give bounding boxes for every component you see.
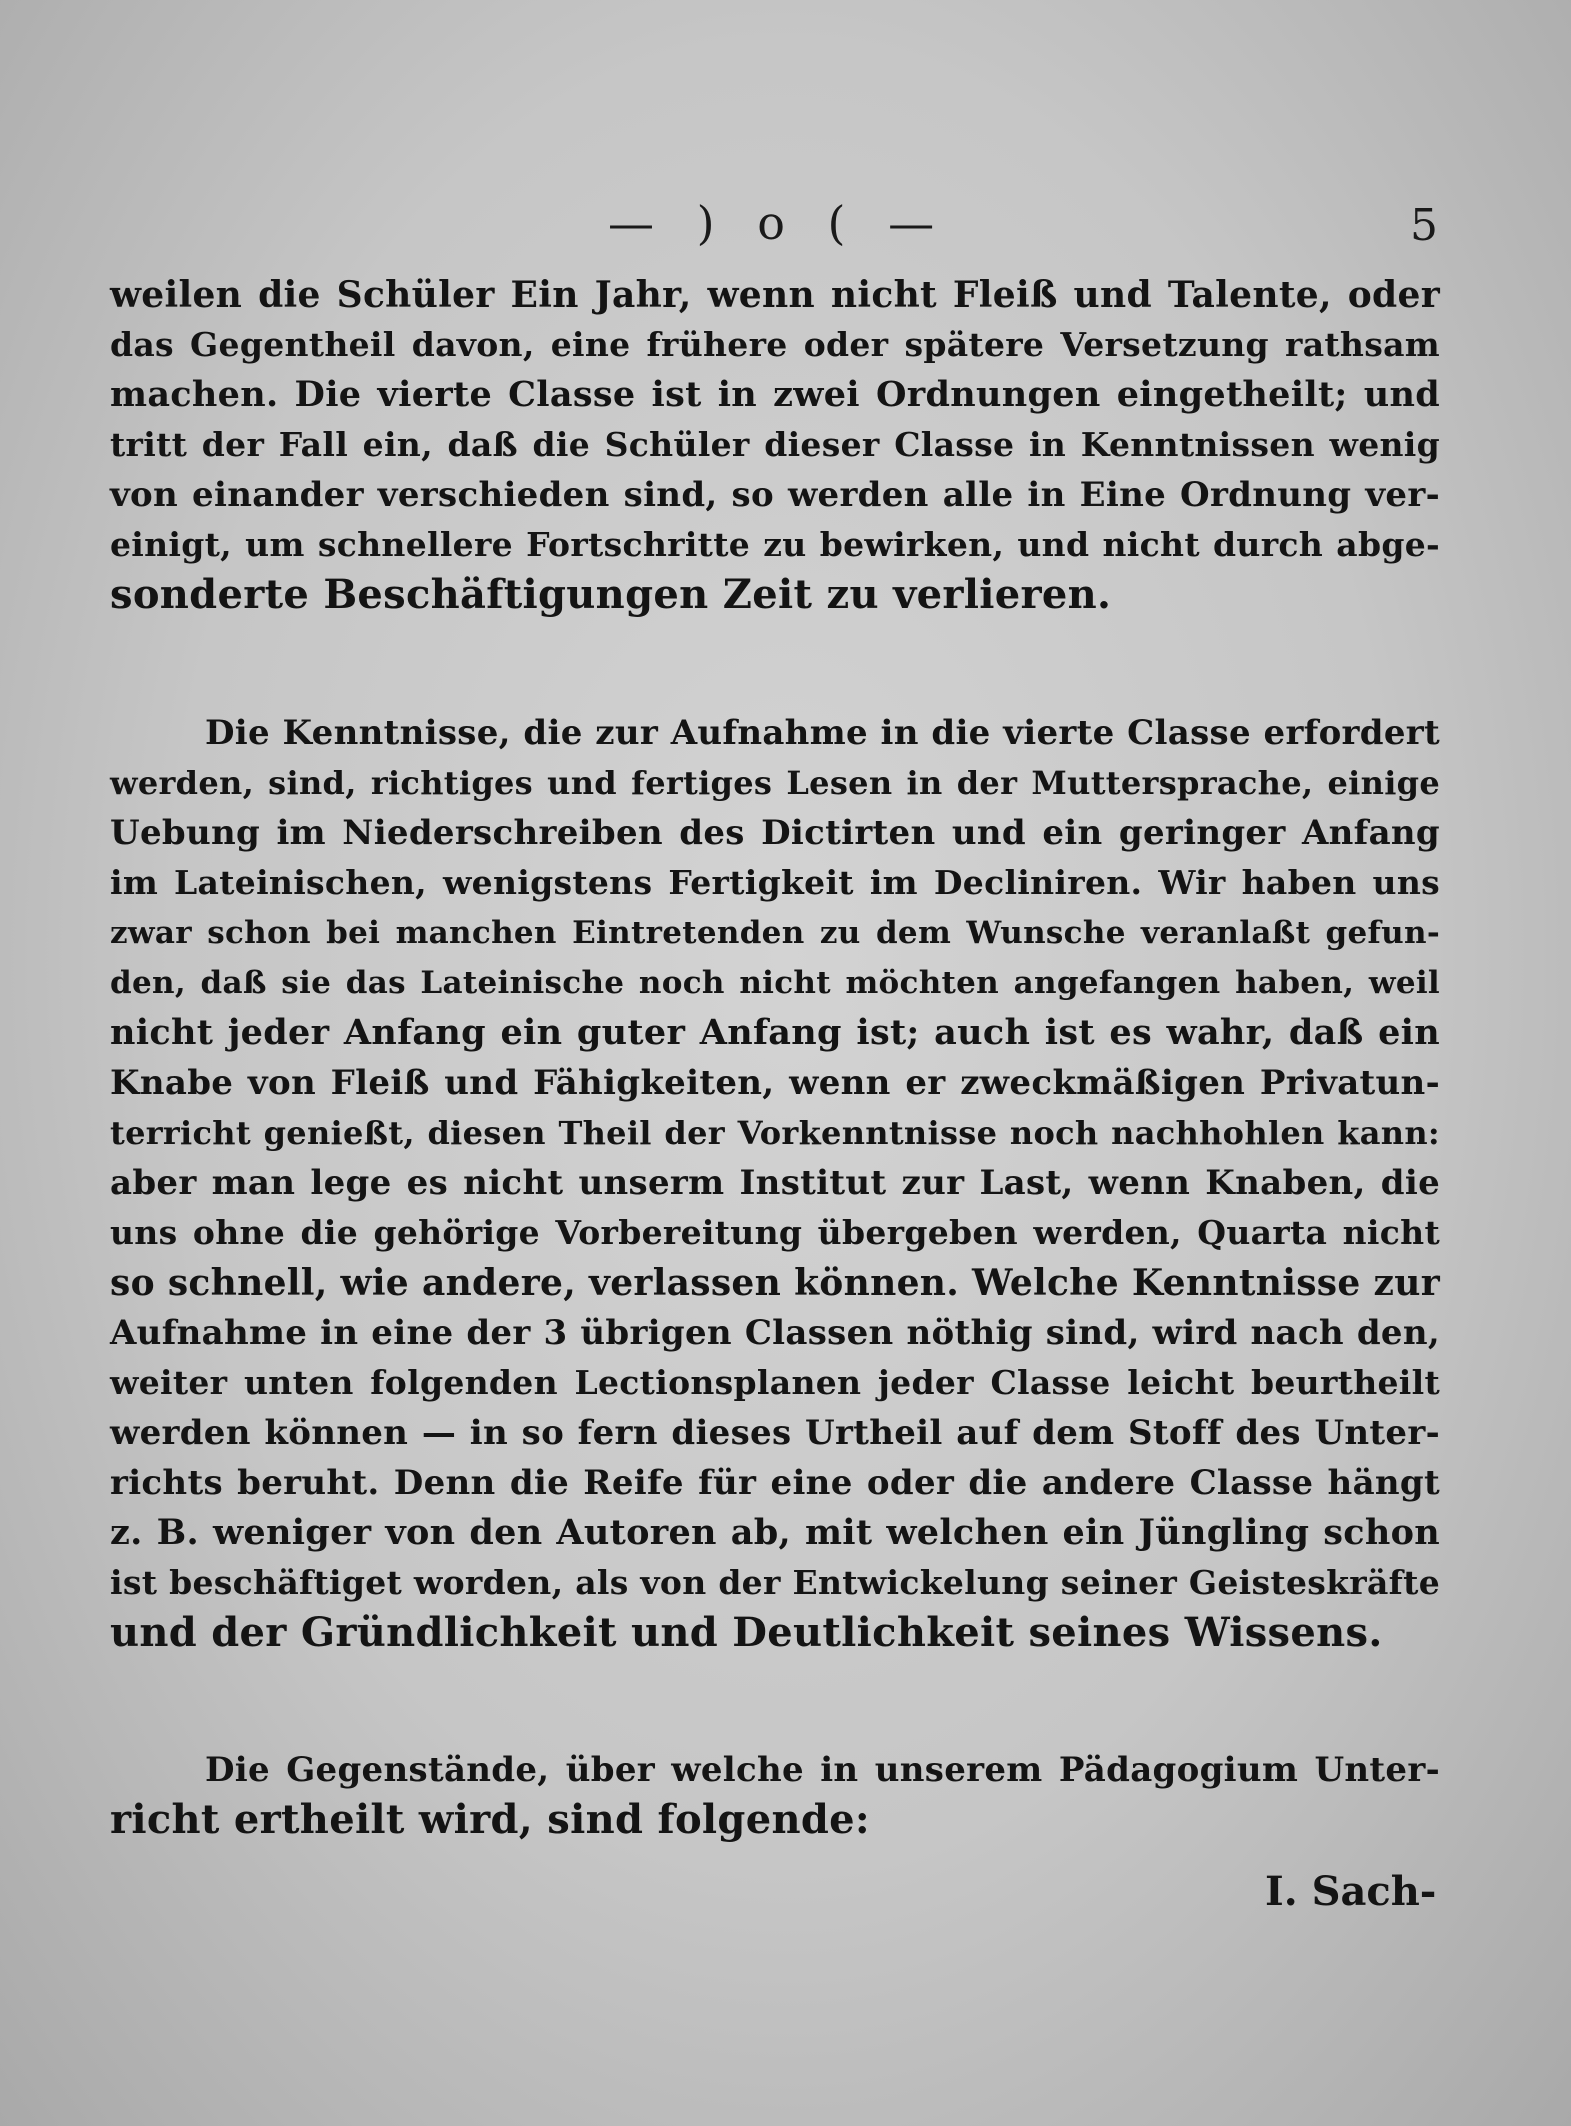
text-line: von einander verschieden sind, so werden alle in Eine Ordnung ver- bbox=[110, 475, 1440, 515]
text-line: tritt der Fall ein, daß die Schüler dieser Classe in Kenntnissen wenig bbox=[110, 425, 1440, 464]
text-line: uns ohne die gehörige Vorbereitung übergeben werden, Quarta nicht bbox=[110, 1213, 1440, 1252]
text-line: terricht genießt, diesen Theil der Vorkenntnisse noch nachhohlen kann: bbox=[110, 1114, 1440, 1152]
text-line: Aufnahme in eine der 3 übrigen Classen nöthig sind, wird nach den, bbox=[110, 1313, 1440, 1353]
page-header bbox=[0, 196, 1571, 256]
running-head-ornament: — ) o ( — bbox=[608, 196, 949, 250]
text-line: und der Gründlichkeit und Deutlichkeit seines Wissens. bbox=[110, 1609, 1383, 1656]
text-line: richt ertheilt wird, sind folgende: bbox=[110, 1796, 870, 1843]
text-line: das Gegentheil davon, eine frühere oder spätere Versetzung rathsam bbox=[110, 325, 1440, 364]
text-line: ist beschäftiget worden, als von der Entwickelung seiner Geisteskräfte bbox=[110, 1563, 1440, 1602]
text-line: werden, sind, richtiges und fertiges Lesen in der Muttersprache, einige bbox=[110, 764, 1440, 802]
text-line: richts beruht. Denn die Reife für eine oder die andere Classe hängt bbox=[110, 1463, 1440, 1503]
page-number: 5 bbox=[1410, 200, 1438, 251]
text-line: machen. Die vierte Classe ist in zwei Ordnungen eingetheilt; und bbox=[110, 374, 1440, 415]
catchword: I. Sach- bbox=[1265, 1868, 1437, 1915]
text-line: Knabe von Fleiß und Fähigkeiten, wenn er zweckmäßigen Privatun- bbox=[110, 1063, 1440, 1103]
text-line: werden können — in so fern dieses Urtheil auf dem Stoff des Unter- bbox=[110, 1413, 1440, 1453]
text-line: den, daß sie das Lateinische noch nicht möchten angefangen haben, weil bbox=[110, 965, 1440, 1001]
text-line: aber man lege es nicht unserm Institut zur Last, wenn Knaben, die bbox=[110, 1163, 1440, 1203]
text-line: weilen die Schüler Ein Jahr, wenn nicht Fleiß und Talente, oder bbox=[110, 274, 1440, 316]
text-line: sonderte Beschäftigungen Zeit zu verlieren. bbox=[110, 571, 1112, 618]
text-line: Die Kenntnisse, die zur Aufnahme in die vierte Classe erfordert bbox=[205, 713, 1440, 753]
text-line: Die Gegenstände, über welche in unserem Pädagogium Unter- bbox=[205, 1750, 1440, 1790]
text-line: im Lateinischen, wenigstens Fertigkeit im Decliniren. Wir haben uns bbox=[110, 863, 1440, 902]
text-line: Uebung im Niederschreiben des Dictirten und ein geringer Anfang bbox=[110, 813, 1440, 853]
text-line: so schnell, wie andere, verlassen können. Welche Kenntnisse zur bbox=[110, 1262, 1440, 1304]
text-line: einigt, um schnellere Fortschritte zu bewirken, und nicht durch abge- bbox=[110, 525, 1440, 564]
text-line: z. B. weniger von den Autoren ab, mit welchen ein Jüngling schon bbox=[110, 1512, 1440, 1553]
text-line: nicht jeder Anfang ein guter Anfang ist; auch ist es wahr, daß ein bbox=[110, 1012, 1440, 1053]
text-line: weiter unten folgenden Lectionsplanen jeder Classe leicht beurtheilt bbox=[110, 1363, 1440, 1402]
text-line: zwar schon bei manchen Eintretenden zu dem Wunsche veranlaßt gefun- bbox=[110, 915, 1440, 951]
